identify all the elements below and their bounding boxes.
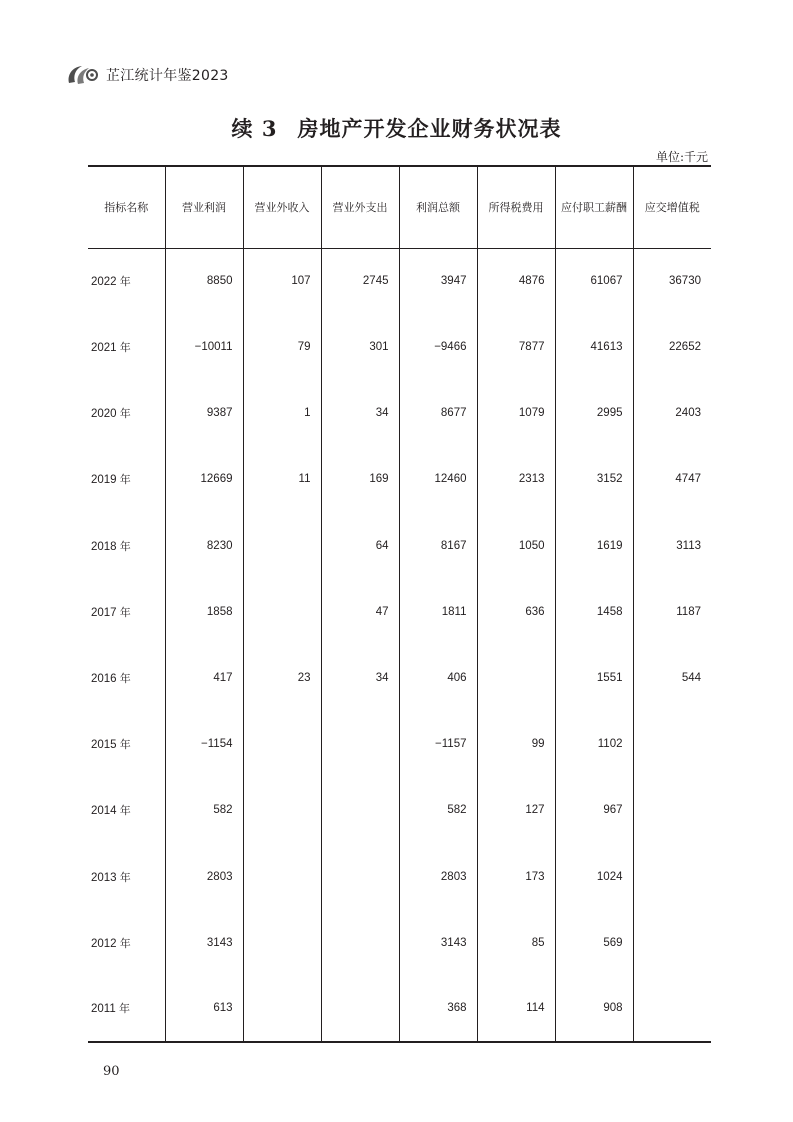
value-cell [321,844,399,910]
year-unit: 年 [119,672,131,686]
value-cell: −1154 [165,711,243,777]
value-cell [633,910,711,976]
value-cell: 908 [555,976,633,1042]
table-row [88,910,711,976]
book-title: 芷江统计年鉴2023 [106,68,229,84]
value-cell: 79 [243,314,321,380]
year-unit: 年 [119,804,131,818]
value-cell: 8677 [399,380,477,446]
value-cell: 2313 [477,446,555,512]
table-row [88,314,711,380]
value-cell: 12460 [399,446,477,512]
value-cell: 41613 [555,314,633,380]
value-cell [243,844,321,910]
value-cell: 582 [399,777,477,843]
value-cell: 569 [555,910,633,976]
year-cell [88,844,165,910]
column-header: 所得税费用 [477,166,555,248]
value-cell: 2403 [633,380,711,446]
year-cell [88,248,165,314]
value-cell: 2745 [321,248,399,314]
year-cell [88,777,165,843]
year-unit: 年 [119,605,131,619]
value-cell: −9466 [399,314,477,380]
column-header: 指标名称 [88,166,165,248]
value-cell: 2803 [399,844,477,910]
value-cell: 967 [555,777,633,843]
year-value: 2019 [91,474,117,487]
value-cell: 3113 [633,513,711,579]
value-cell: 613 [165,976,243,1042]
value-cell: 23 [243,645,321,711]
year-cell [88,380,165,446]
value-cell [321,777,399,843]
year-value: 2011 [91,1003,116,1016]
year-cell [88,513,165,579]
value-cell [633,777,711,843]
year-value: 2012 [91,937,117,950]
value-cell: 22652 [633,314,711,380]
year-value: 2022 [91,276,117,289]
year-value: 2020 [91,408,117,421]
value-cell: 12669 [165,446,243,512]
column-header: 营业利润 [165,166,243,248]
year-value: 2018 [91,540,117,553]
table-row [88,777,711,843]
year-unit: 年 [119,738,131,752]
value-cell: 8167 [399,513,477,579]
year-cell [88,446,165,512]
table-row [88,711,711,777]
value-cell: 7877 [477,314,555,380]
value-cell: 1619 [555,513,633,579]
value-cell: 8230 [165,513,243,579]
year-unit: 年 [119,936,131,950]
value-cell: 1079 [477,380,555,446]
value-cell [243,777,321,843]
value-cell: 544 [633,645,711,711]
year-unit: 年 [119,341,131,355]
year-cell [88,579,165,645]
table-row [88,645,711,711]
running-header [66,62,229,88]
unit-label: 单位:千元 [655,150,708,164]
yearbook-logo-icon [66,63,100,87]
year-cell [88,976,165,1042]
page-number: 90 [103,1064,120,1079]
table-row [88,844,711,910]
value-cell: 1050 [477,513,555,579]
value-cell: 127 [477,777,555,843]
value-cell: 8850 [165,248,243,314]
value-cell [243,711,321,777]
value-cell: 107 [243,248,321,314]
column-header: 营业外支出 [321,166,399,248]
value-cell: 4747 [633,446,711,512]
value-cell [243,513,321,579]
value-cell [633,711,711,777]
table-row [88,446,711,512]
table-title [0,113,793,143]
year-cell [88,910,165,976]
value-cell: 3143 [165,910,243,976]
column-header: 利润总额 [399,166,477,248]
year-value: 2021 [91,342,117,355]
value-cell [243,910,321,976]
table-number: 续 3 [231,116,278,141]
year-unit: 年 [118,1002,130,1016]
value-cell [477,645,555,711]
value-cell: 11 [243,446,321,512]
year-value: 2014 [91,805,117,818]
value-cell: 173 [477,844,555,910]
value-cell: 1811 [399,579,477,645]
column-header: 营业外收入 [243,166,321,248]
value-cell: 34 [321,380,399,446]
column-header: 应付职工薪酬 [555,166,633,248]
value-cell: 301 [321,314,399,380]
value-cell: 2803 [165,844,243,910]
year-unit: 年 [119,870,131,884]
value-cell: −10011 [165,314,243,380]
value-cell: 1102 [555,711,633,777]
value-cell: 368 [399,976,477,1042]
value-cell: 1024 [555,844,633,910]
value-cell: 406 [399,645,477,711]
table-row [88,248,711,314]
year-cell [88,314,165,380]
value-cell: 9387 [165,380,243,446]
year-value: 2013 [91,871,117,884]
value-cell: 1458 [555,579,633,645]
value-cell: −1157 [399,711,477,777]
column-header: 应交增值税 [633,166,711,248]
value-cell: 61067 [555,248,633,314]
value-cell: 636 [477,579,555,645]
value-cell: 36730 [633,248,711,314]
value-cell [321,976,399,1042]
value-cell [321,711,399,777]
value-cell: 85 [477,910,555,976]
value-cell: 1551 [555,645,633,711]
value-cell: 417 [165,645,243,711]
year-unit: 年 [119,407,131,421]
table-title-text: 房地产开发企业财务状况表 [297,116,562,141]
value-cell: 582 [165,777,243,843]
value-cell: 99 [477,711,555,777]
value-cell [321,910,399,976]
year-value: 2015 [91,739,117,752]
value-cell: 4876 [477,248,555,314]
value-cell: 3152 [555,446,633,512]
value-cell: 3143 [399,910,477,976]
table-row [88,380,711,446]
table-row [88,579,711,645]
year-value: 2016 [91,673,117,686]
table-row [88,513,711,579]
value-cell [633,976,711,1042]
value-cell: 3947 [399,248,477,314]
value-cell: 1187 [633,579,711,645]
value-cell: 169 [321,446,399,512]
year-cell [88,645,165,711]
value-cell: 2995 [555,380,633,446]
value-cell [243,579,321,645]
value-cell: 64 [321,513,399,579]
finance-table [88,165,711,1043]
value-cell [633,844,711,910]
value-cell: 1858 [165,579,243,645]
value-cell: 34 [321,645,399,711]
value-cell: 114 [477,976,555,1042]
value-cell: 1 [243,380,321,446]
year-unit: 年 [119,275,131,289]
value-cell: 47 [321,579,399,645]
year-value: 2017 [91,606,117,619]
table-row [88,976,711,1042]
year-cell [88,711,165,777]
value-cell [243,976,321,1042]
year-unit: 年 [119,539,131,553]
year-unit: 年 [119,473,131,487]
table-header-row [88,166,711,248]
